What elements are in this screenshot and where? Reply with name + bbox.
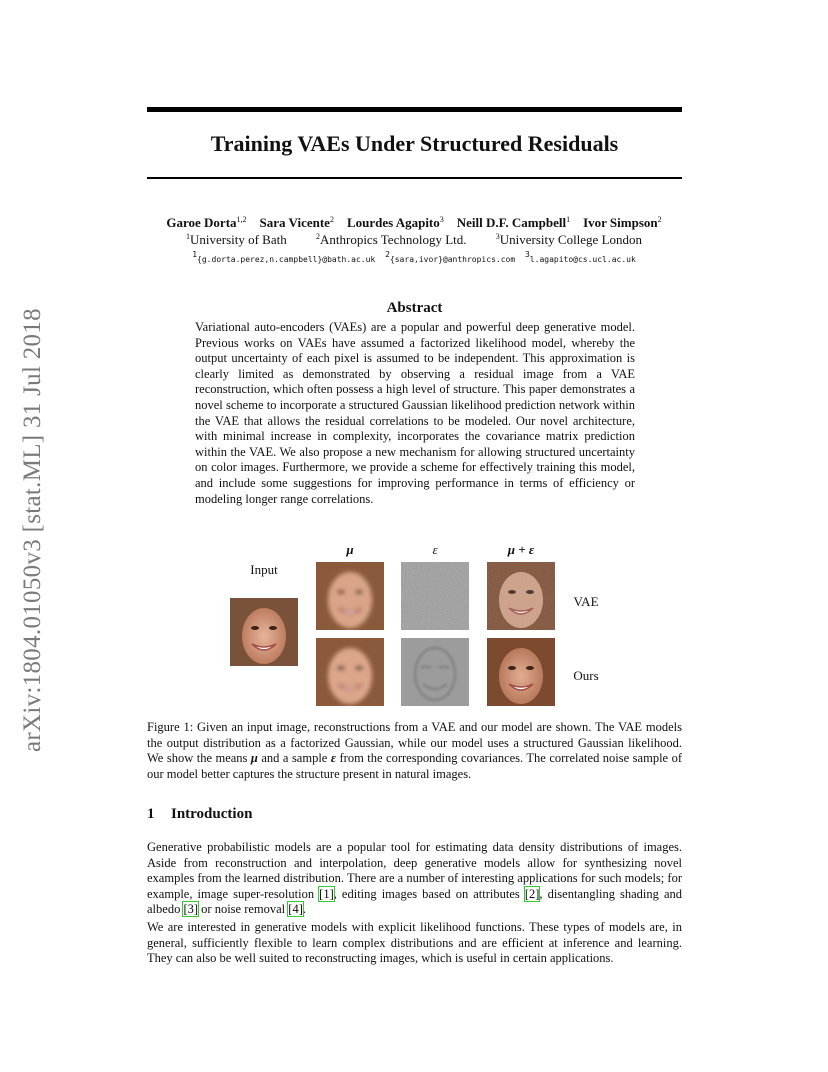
abstract-text: Variational auto-encoders (VAEs) are a popular and powerful deep generative model. Previous works on VAEs have assumed a factorized likelihood model, whereby the output uncertainty of each pixel is assumed to be independent. This approximation is clearly limited as demonstrated by observing a residual image from a VAE reconstruction, which often possess a high level of structure. This paper demonstrates a novel scheme to incorporate a structured Gaussian likelihood prediction network within the VAE that allows the residual correlations to be modeled. Our novel architecture, with minimal increase in complexity, incorporates the covariance matrix prediction within the VAE. We also propose a new mechanism for allowing structured uncertainty on color images. Furthermore, we provide a scheme for effectively training this model, and include some suggestions for improving performance in terms of efficiency or modeling longer range correlations. <box>195 320 635 506</box>
intro-paragraph-1: Generative probabilistic models are a popular tool for estimating data density distributions of images. Aside from reconstruction and interpolation, deep generative models allow for synthesizing novel examples from the learned distribution. There are a number of interesting applications for such models; for example, image super-resolution [1], editing images based on attributes [2], disentangling shading and albedo [3] or noise removal [4]. <box>147 840 682 917</box>
email-2: $^2${sara,ivor}@anthropics.com <box>385 250 516 264</box>
abstract-heading: Abstract <box>386 300 443 316</box>
figure-ours-mu-image <box>316 638 384 706</box>
citation-link-2[interactable]: [2] <box>524 886 540 901</box>
paper-title: Training VAEs Under Structured Residuals <box>210 131 619 156</box>
figure-col-header-mu-plus-eps: μ + ε <box>507 542 535 557</box>
citation-link-4[interactable]: [4] <box>288 902 303 917</box>
figure-vae-eps-image <box>401 562 469 630</box>
author-1: Garoe Dorta$^{1,2}$ <box>166 215 247 230</box>
citation-link-1[interactable]: [1] <box>319 886 334 901</box>
affiliation-2: $^2$Anthropics Technology Ltd. <box>315 232 467 247</box>
arxiv-side-identifier <box>10 290 56 770</box>
citation-link-3[interactable]: [3] <box>183 902 199 917</box>
section-heading-introduction <box>147 806 252 823</box>
title-bottom-rule <box>147 177 682 179</box>
figure-ours-eps-image <box>401 638 469 706</box>
author-4: Neill D.F. Campbell$^1$ <box>456 215 571 230</box>
affiliation-1: $^1$University of Bath <box>185 232 287 247</box>
author-list <box>100 215 728 231</box>
author-2: Sara Vicente$^2$ <box>259 215 334 230</box>
figure-row-label-vae: VAE <box>573 594 599 609</box>
affiliations <box>100 232 728 248</box>
figure-col-header-mu: μ <box>346 542 354 557</box>
figure-caption: Figure 1: Given an input image, reconstructions from a VAE and our model are shown. The VAE models the output distribution as a factorized Gaussian, while our model uses a structured Gaussian likelihood. We show the means μ and a sample ε from the corresponding covariances. The correlated noise sample of our model better captures the structure present in natural images. <box>147 720 682 781</box>
figure-input-label: Input <box>250 562 278 577</box>
section-number: 1 <box>147 806 155 822</box>
author-5: Ivor Simpson$^2$ <box>583 215 662 230</box>
figure-vae-mu-image <box>316 562 384 630</box>
figure-ours-mu-plus-eps-image <box>487 638 555 706</box>
figure-input-face-image <box>230 598 298 666</box>
figure-row-label-ours: Ours <box>573 668 599 683</box>
intro-paragraph-2: We are interested in generative models with explicit likelihood functions. These types of models are, in general, sufficiently flexible to learn complex distributions and are efficient at inference and learning. They can also be well suited to reconstructing images, which is useful in certain applications. <box>147 920 682 966</box>
author-emails <box>100 250 728 264</box>
affiliation-3: $^3$University College London <box>495 232 643 247</box>
section-title: Introduction <box>171 806 253 822</box>
title-top-rule <box>147 107 682 112</box>
figure-col-header-eps: ε <box>432 542 438 557</box>
email-3: $^3$l.agapito@cs.ucl.ac.uk <box>524 250 636 264</box>
arxiv-identifier-text: arXiv:1804.01050v3 [stat.ML] 31 Jul 2018 <box>19 308 46 752</box>
figure-vae-mu-plus-eps-image <box>487 562 555 630</box>
email-1: $^1${g.dorta.perez,n.campbell}@bath.ac.uk <box>192 250 376 264</box>
author-3: Lourdes Agapito$^3$ <box>346 215 444 230</box>
